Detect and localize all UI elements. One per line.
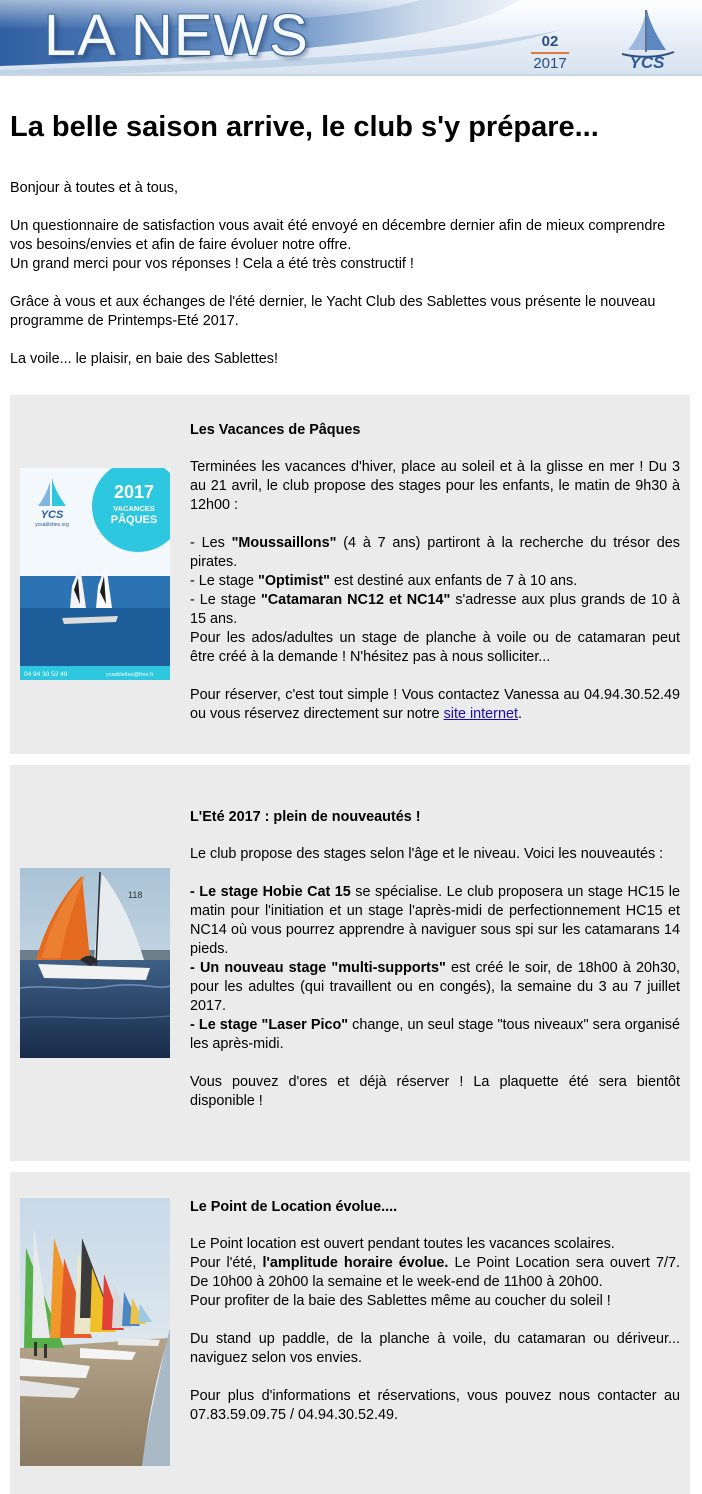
rental-paragraph-3: Pour plus d'informations et réservations, vous pouvez nous contacter au 07.83.59.09.75 / 04.94.30.52.49. [190,1388,680,1423]
rental-section-text [190,1198,680,1425]
easter-adults: Pour les ados/adultes un stage de planche à voile ou de catamaran peut être créé à la demande ! N'hésitez pas à nous solliciter... [190,630,680,665]
poster-email: ycsablettes@free.fr [106,672,154,678]
rental-line2: Pour l'été, l'amplitude horaire évolue. Le Point Location sera ouvert 7/7. De 10h00 à 20h00 la semaine et le week-end de 11h00 à 20h00. [190,1255,680,1290]
intro-p1-line1: Un questionnaire de satisfaction vous avait été envoyé en décembre dernier afin de mieux comprendre vos besoins/envies et afin de faire évoluer notre offre. [10,218,666,253]
easter-item-catamaran: - Le stage "Catamaran NC12 et NC14" s'adresse aux plus grands de 10 à 15 ans. [190,592,681,627]
easter-poster-image [20,468,170,680]
section-rental-point [10,1172,690,1494]
summer-section-text [190,808,680,1111]
summer-intro: Le club propose des stages selon l'âge et le niveau. Voici les nouveautés : [190,846,664,862]
poster-year: 2017 [113,482,155,502]
rental-line1: Le Point location est ouvert pendant toutes les vacances scolaires. [190,1236,615,1252]
site-internet-link[interactable]: site internet [443,706,518,722]
issue-number: 02 [541,33,559,50]
newsletter-banner [0,0,702,76]
easter-booking: Pour réserver, c'est tout simple ! Vous contactez Vanessa au 04.94.30.52.49 ou vous réservez directement sur notre site internet. [190,687,680,722]
intro-paragraph-2: Grâce à vous et aux échanges de l'été dernier, le Yacht Club des Sablettes vous présente le nouveau programme de Printemps-Eté 2017. [10,294,656,329]
rental-paragraph-2: Du stand up paddle, de la planche à voile, du catamaran ou dériveur... naviguez selon vos envies. [190,1331,680,1366]
ycs-logo [614,6,680,72]
rental-beach-image [20,1198,170,1466]
ycs-logo-text: YCS [629,53,665,72]
issue-year: 2017 [533,55,567,72]
poster-site: ycsablettes.org [35,522,69,528]
greeting: Bonjour à toutes et à tous, [10,180,179,196]
poster-line1: VACANCES [113,504,155,513]
rental-section-title: Le Point de Location évolue.... [190,1199,398,1215]
easter-intro: Terminées les vacances d'hiver, place au soleil et à la glisse en mer ! Du 3 au 21 avril, le club propose des stages pour les enfants, le matin de 9h30 à 12h00 : [190,459,680,513]
rental-line3: Pour profiter de la baie des Sablettes même au coucher du soleil ! [190,1293,611,1309]
svg-text:YCS: YCS [40,509,64,521]
summer-item-laser-pico: - Le stage "Laser Pico" change, un seul stage "tous niveaux" sera organisé les après-midi. [190,1017,680,1052]
intro-p1-line2: Un grand merci pour vos réponses ! Cela a été très constructif ! [10,256,414,272]
easter-item-optimist: - Le stage "Optimist" est destiné aux enfants de 7 à 10 ans. [190,573,578,589]
poster-phone: 04 94 30 52 49 [24,671,68,678]
intro-paragraph-1 [10,217,680,274]
section-easter-holidays [10,395,690,754]
easter-item-moussaillons: - Les "Moussaillons" (4 à 7 ans) partiront à la recherche du trésor des pirates. [190,535,680,570]
summer-outro: Vous pouvez d'ores et déjà réserver ! La plaquette été sera bientôt disponible ! [190,1074,680,1109]
intro-paragraph-3: La voile... le plaisir, en baie des Sablettes! [10,351,278,367]
page-headline: La belle saison arrive, le club s'y prépare... [10,111,599,143]
banner-title: LA NEWS [44,3,309,68]
poster-line2: PÂQUES [110,514,158,526]
easter-section-title: Les Vacances de Pâques [190,422,361,438]
summer-section-title: L'Eté 2017 : plein de nouveautés ! [190,809,421,825]
intro-text [10,179,680,388]
summer-catamaran-image [20,868,170,1058]
summer-item-hobie-cat: - Le stage Hobie Cat 15 se spécialise. Le club proposera un stage HC15 le matin pour l'initiation et un stage l'après-midi de perfectionnement HC15 et NC14 où vous pourrez apprendre à naviguer sous spi sur les catamarans 14 pieds. [190,884,680,957]
easter-section-text [190,421,680,724]
issue-divider [531,52,569,54]
summer-item-multi-supports: - Un nouveau stage "multi-supports" est créé le soir, de 18h00 à 20h30, pour les adultes (qui travaillent ou en congés), la semaine du 3 au 7 juillet 2017. [190,960,681,1014]
section-summer-2017 [10,765,690,1161]
issue-badge [527,34,573,72]
sail-number: 118 [128,890,143,900]
